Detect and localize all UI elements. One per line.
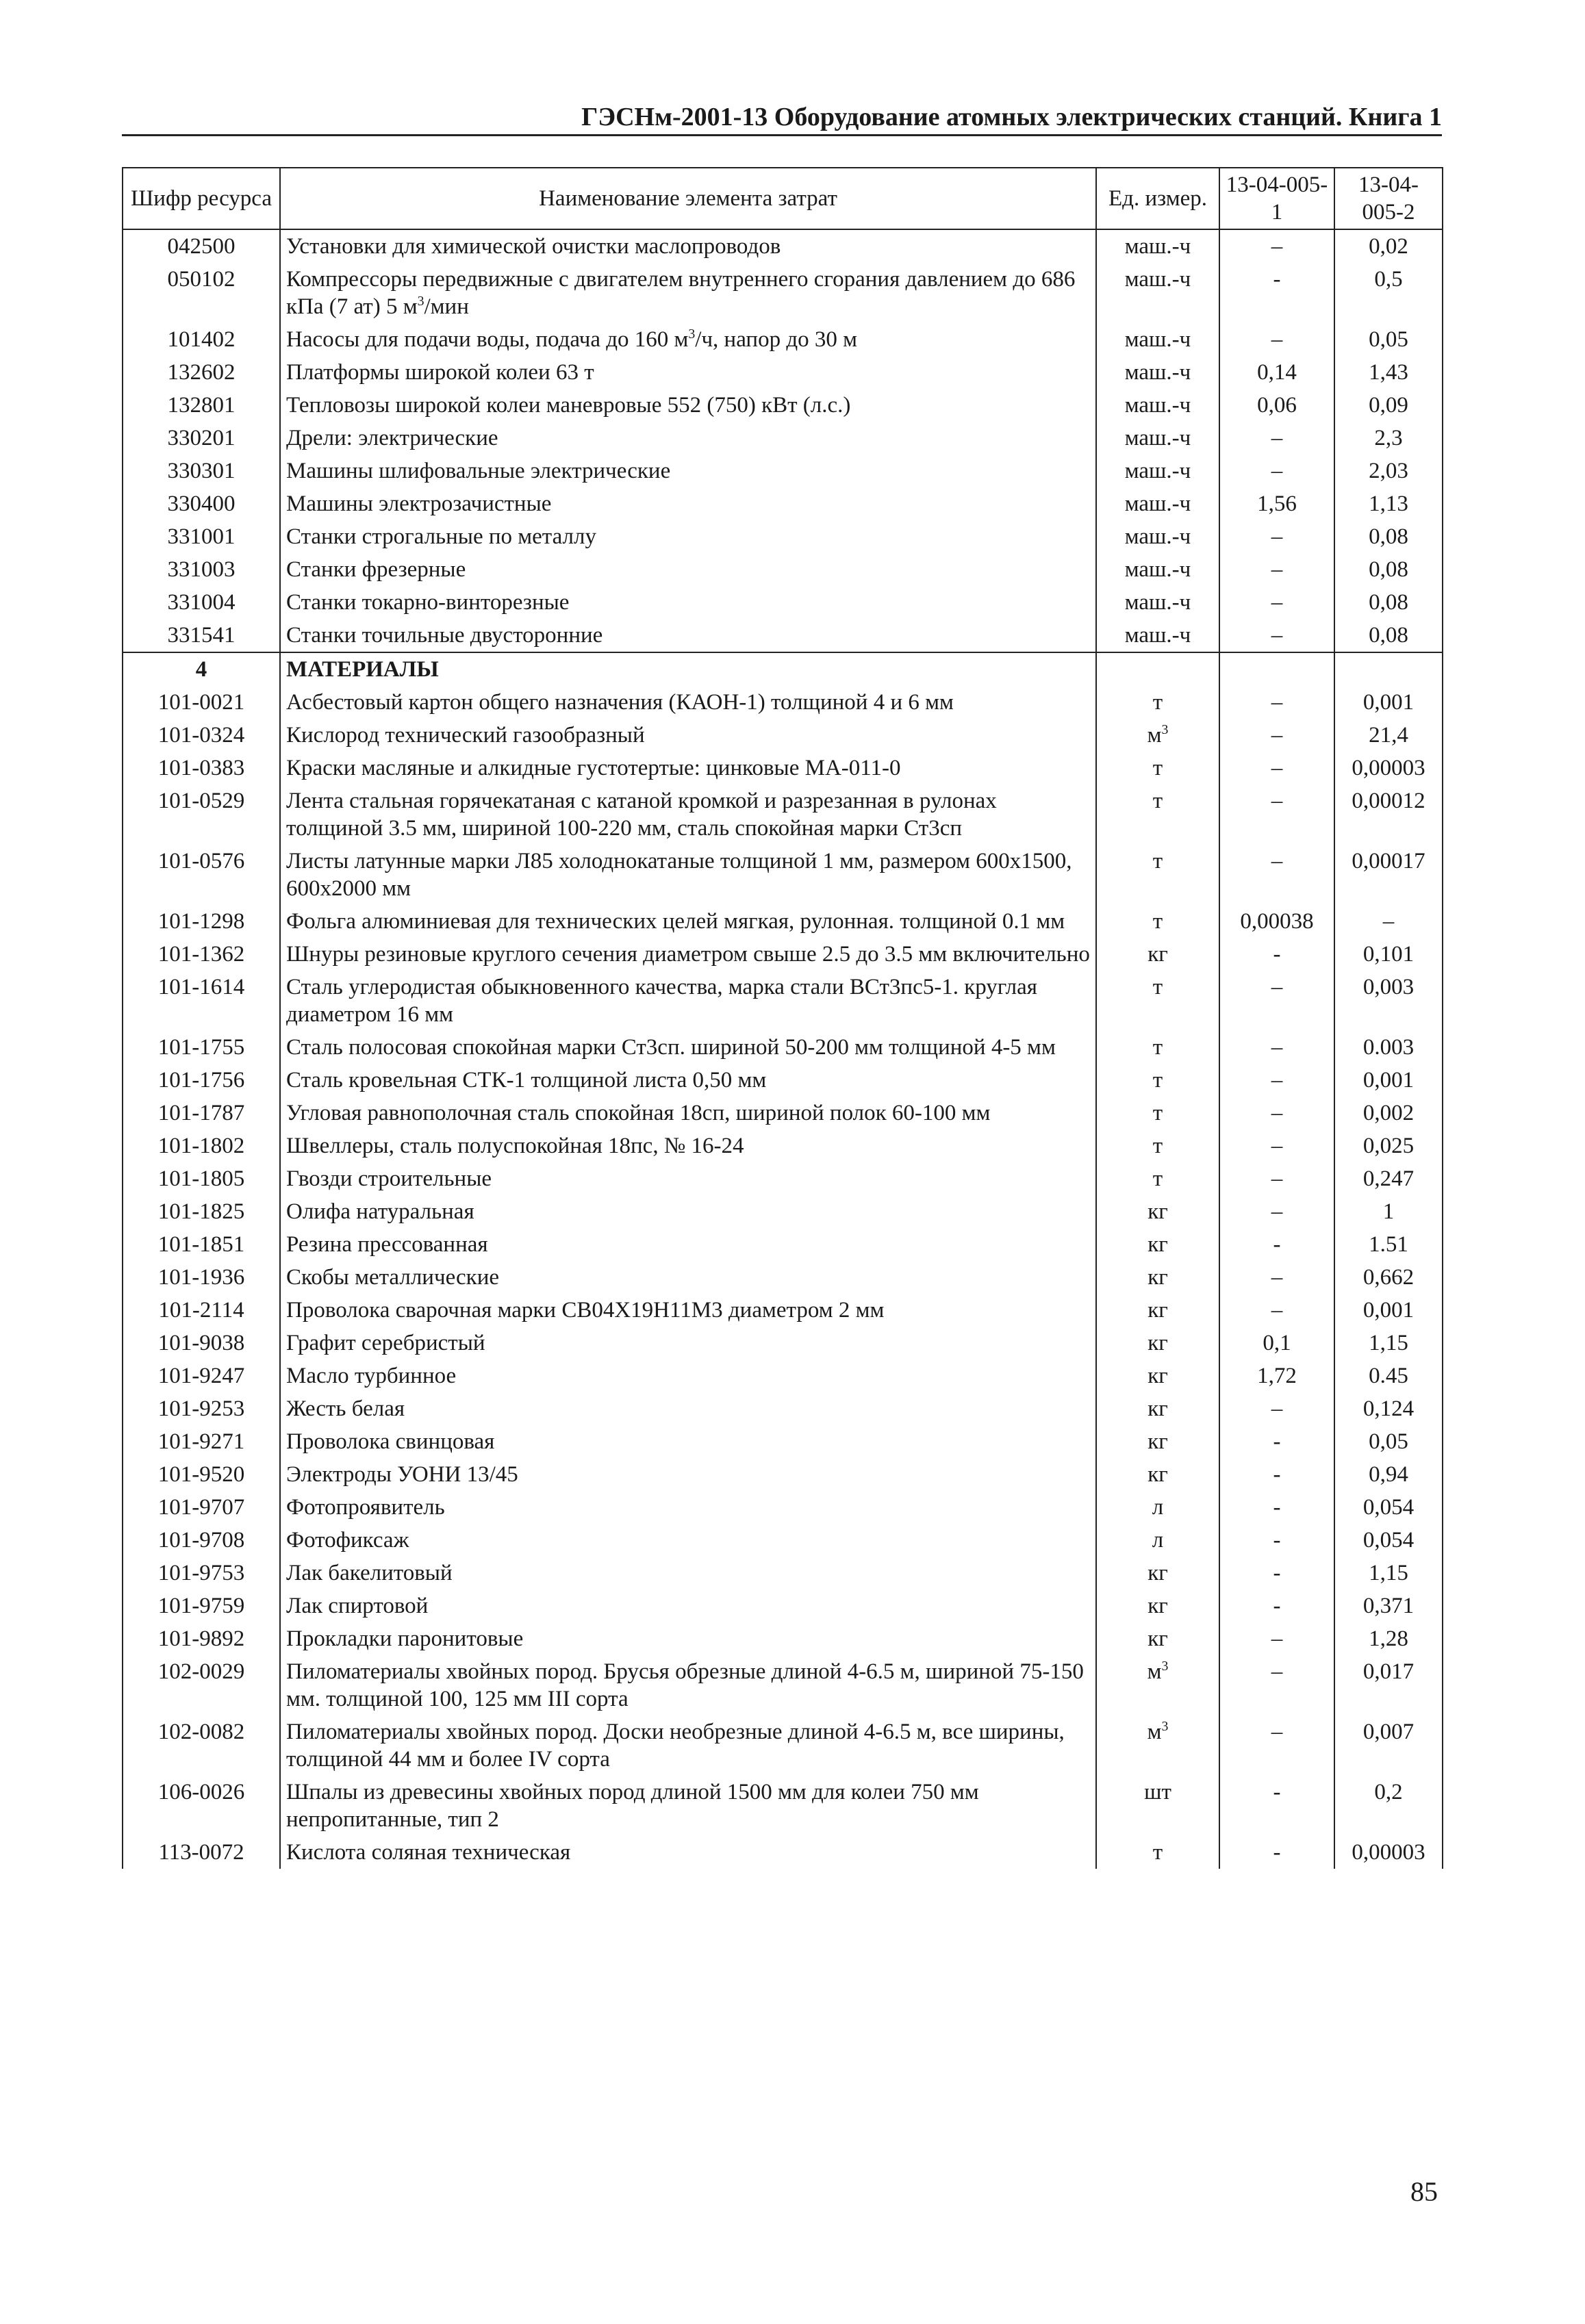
norm-value-2: 0,05	[1334, 323, 1443, 356]
resource-code: 101-1755	[123, 1031, 280, 1064]
resource-code: 113-0072	[123, 1836, 280, 1869]
norm-value-2: 0,08	[1334, 553, 1443, 586]
resource-name: Сталь углеродистая обыкновенного качества, марка стали ВСт3пс5-1. круглая диаметром 16 мм	[280, 971, 1096, 1031]
resource-code: 101-1851	[123, 1228, 280, 1261]
resource-name: Жесть белая	[280, 1392, 1096, 1425]
table-row	[123, 845, 1443, 905]
norm-value-1: –	[1219, 1261, 1334, 1294]
resource-name: МАТЕРИАЛЫ	[280, 652, 1096, 686]
table-row	[123, 1776, 1443, 1836]
unit-of-measure: т	[1096, 1097, 1219, 1129]
norm-value-2: 0,017	[1334, 1655, 1443, 1715]
resource-code: 106-0026	[123, 1776, 280, 1836]
unit-of-measure: кг	[1096, 1392, 1219, 1425]
page-title: ГЭСНм-2001-13 Оборудование атомных электрических станций. Книга 1	[581, 103, 1442, 131]
resource-code: 101-0021	[123, 686, 280, 719]
resource-name: Кислота соляная техническая	[280, 1836, 1096, 1869]
unit-of-measure: т	[1096, 971, 1219, 1031]
table-row	[123, 752, 1443, 784]
unit-of-measure: маш.-ч	[1096, 553, 1219, 586]
resource-name: Фотофиксаж	[280, 1524, 1096, 1557]
resource-code: 101-1825	[123, 1195, 280, 1228]
resource-code: 132602	[123, 356, 280, 389]
unit-of-measure	[1096, 652, 1219, 686]
resource-name: Резина прессованная	[280, 1228, 1096, 1261]
table-row	[123, 389, 1443, 422]
unit-of-measure: л	[1096, 1491, 1219, 1524]
table-row	[123, 1162, 1443, 1195]
resource-name: Пиломатериалы хвойных пород. Доски необрезные длиной 4-6.5 м, все ширины, толщиной 44 мм и более IV сорта	[280, 1715, 1096, 1776]
norm-value-1: –	[1219, 1622, 1334, 1655]
norm-value-1: 1,56	[1219, 487, 1334, 520]
norm-value-2: 0,00003	[1334, 1836, 1443, 1869]
table-header-row	[123, 168, 1443, 229]
norm-value-2: 0,001	[1334, 686, 1443, 719]
resource-name: Насосы для подачи воды, подача до 160 $м^3/ч$, напор до 30 м	[280, 323, 1096, 356]
resource-name: Машины шлифовальные электрические	[280, 455, 1096, 487]
column-header-name: Наименование элемента затрат	[280, 168, 1096, 229]
norm-value-2: 0,124	[1334, 1392, 1443, 1425]
table-row	[123, 619, 1443, 652]
unit-of-measure: т	[1096, 1031, 1219, 1064]
unit-of-measure: $м^3$	[1096, 719, 1219, 752]
table-row	[123, 1064, 1443, 1097]
resource-name: Шпалы из древесины хвойных пород длиной 1500 мм для колеи 750 мм непропитанные, тип 2	[280, 1776, 1096, 1836]
resource-name: Платформы широкой колеи 63 т	[280, 356, 1096, 389]
table-row	[123, 1836, 1443, 1869]
resource-name: Гвозди строительные	[280, 1162, 1096, 1195]
resource-table	[122, 167, 1443, 1869]
unit-of-measure: кг	[1096, 1359, 1219, 1392]
norm-value-2: 0,00017	[1334, 845, 1443, 905]
norm-value-1: 1,72	[1219, 1359, 1334, 1392]
unit-of-measure: т	[1096, 752, 1219, 784]
resource-name: Угловая равнополочная сталь спокойная 18сп, шириной полок 60-100 мм	[280, 1097, 1096, 1129]
table-row	[123, 1491, 1443, 1524]
norm-value-2: 21,4	[1334, 719, 1443, 752]
resource-code: 101-9038	[123, 1327, 280, 1359]
unit-of-measure: маш.-ч	[1096, 263, 1219, 323]
table-row	[123, 1655, 1443, 1715]
unit-of-measure: маш.-ч	[1096, 422, 1219, 455]
resource-code: 101-9708	[123, 1524, 280, 1557]
norm-value-1: –	[1219, 520, 1334, 553]
norm-value-1	[1219, 652, 1334, 686]
norm-value-1: –	[1219, 1715, 1334, 1776]
resource-name: Олифа натуральная	[280, 1195, 1096, 1228]
resource-name: Асбестовый картон общего назначения (КАОН-1) толщиной 4 и 6 мм	[280, 686, 1096, 719]
norm-value-2: 0,101	[1334, 938, 1443, 971]
table-row	[123, 1359, 1443, 1392]
table-row	[123, 1294, 1443, 1327]
resource-name: Фотопроявитель	[280, 1491, 1096, 1524]
resource-code: 101-9247	[123, 1359, 280, 1392]
unit-of-measure: т	[1096, 686, 1219, 719]
resource-code: 101-9253	[123, 1392, 280, 1425]
resource-name: Электроды УОНИ 13/45	[280, 1458, 1096, 1491]
norm-value-1: –	[1219, 586, 1334, 619]
norm-value-1: -	[1219, 263, 1334, 323]
table-row	[123, 1557, 1443, 1589]
resource-name: Сталь кровельная СТК-1 толщиной листа 0,50 мм	[280, 1064, 1096, 1097]
unit-of-measure: кг	[1096, 1261, 1219, 1294]
resource-code: 331004	[123, 586, 280, 619]
norm-value-1: -	[1219, 1524, 1334, 1557]
table-body	[123, 229, 1443, 1869]
table-row	[123, 356, 1443, 389]
resource-code: 101-1298	[123, 905, 280, 938]
unit-of-measure: $м^3$	[1096, 1655, 1219, 1715]
norm-value-1: –	[1219, 455, 1334, 487]
resource-code: 4	[123, 652, 280, 686]
norm-value-2: 0.45	[1334, 1359, 1443, 1392]
unit-of-measure: л	[1096, 1524, 1219, 1557]
norm-value-1: –	[1219, 619, 1334, 652]
resource-name: Фольга алюминиевая для технических целей мягкая, рулонная. толщиной 0.1 мм	[280, 905, 1096, 938]
norm-value-1: –	[1219, 1294, 1334, 1327]
norm-value-1: -	[1219, 1776, 1334, 1836]
table-row	[123, 938, 1443, 971]
norm-value-2: 0,662	[1334, 1261, 1443, 1294]
resource-name: Проволока сварочная марки СВ04Х19Н11М3 диаметром 2 мм	[280, 1294, 1096, 1327]
resource-name: Кислород технический газообразный	[280, 719, 1096, 752]
norm-value-2: 0,09	[1334, 389, 1443, 422]
resource-code: 331001	[123, 520, 280, 553]
table-row	[123, 971, 1443, 1031]
resource-name: Установки для химической очистки маслопроводов	[280, 229, 1096, 263]
norm-value-1: -	[1219, 1425, 1334, 1458]
norm-value-2: 0,054	[1334, 1491, 1443, 1524]
table-row	[123, 520, 1443, 553]
unit-of-measure: кг	[1096, 1589, 1219, 1622]
unit-of-measure: маш.-ч	[1096, 619, 1219, 652]
unit-of-measure: т	[1096, 1129, 1219, 1162]
resource-code: 101-1936	[123, 1261, 280, 1294]
norm-value-2: 1,28	[1334, 1622, 1443, 1655]
norm-value-2: 0,02	[1334, 229, 1443, 263]
resource-name: Прокладки паронитовые	[280, 1622, 1096, 1655]
unit-of-measure: кг	[1096, 1557, 1219, 1589]
table-row	[123, 455, 1443, 487]
resource-name: Скобы металлические	[280, 1261, 1096, 1294]
norm-value-2: 0.003	[1334, 1031, 1443, 1064]
resource-code: 132801	[123, 389, 280, 422]
resource-code: 101-1756	[123, 1064, 280, 1097]
norm-value-2: 1.51	[1334, 1228, 1443, 1261]
unit-of-measure: шт	[1096, 1776, 1219, 1836]
resource-name: Краски масляные и алкидные густотертые: цинковые МА-011-0	[280, 752, 1096, 784]
unit-of-measure: кг	[1096, 1327, 1219, 1359]
norm-value-1: –	[1219, 553, 1334, 586]
norm-value-2: 0,002	[1334, 1097, 1443, 1129]
norm-value-2	[1334, 652, 1443, 686]
norm-value-2: 0,003	[1334, 971, 1443, 1031]
table-row	[123, 1715, 1443, 1776]
column-header-norm-1: 13-04-005-1	[1219, 168, 1334, 229]
norm-value-2: 0,025	[1334, 1129, 1443, 1162]
resource-name: Сталь полосовая спокойная марки Ст3сп. шириной 50-200 мм толщиной 4-5 мм	[280, 1031, 1096, 1064]
norm-value-1: –	[1219, 1031, 1334, 1064]
norm-value-1: –	[1219, 971, 1334, 1031]
unit-of-measure: маш.-ч	[1096, 455, 1219, 487]
unit-of-measure: кг	[1096, 938, 1219, 971]
table-row	[123, 1392, 1443, 1425]
norm-value-1: –	[1219, 845, 1334, 905]
resource-code: 101-1802	[123, 1129, 280, 1162]
resource-code: 102-0029	[123, 1655, 280, 1715]
norm-value-1: –	[1219, 686, 1334, 719]
resource-code: 101-9707	[123, 1491, 280, 1524]
norm-value-1: –	[1219, 719, 1334, 752]
unit-of-measure: т	[1096, 1836, 1219, 1869]
unit-of-measure: кг	[1096, 1425, 1219, 1458]
resource-code: 101-1614	[123, 971, 280, 1031]
resource-code: 042500	[123, 229, 280, 263]
norm-value-2: 0,94	[1334, 1458, 1443, 1491]
unit-of-measure: т	[1096, 845, 1219, 905]
unit-of-measure: маш.-ч	[1096, 229, 1219, 263]
norm-value-1: –	[1219, 1129, 1334, 1162]
norm-value-2: 0,371	[1334, 1589, 1443, 1622]
table-row	[123, 1458, 1443, 1491]
norm-value-1: –	[1219, 1392, 1334, 1425]
norm-value-2: 1,43	[1334, 356, 1443, 389]
resource-code: 101-9759	[123, 1589, 280, 1622]
resource-code: 101-9753	[123, 1557, 280, 1589]
resource-code: 101-0529	[123, 784, 280, 845]
norm-value-2: 2,03	[1334, 455, 1443, 487]
resource-code: 101-1805	[123, 1162, 280, 1195]
norm-value-1: –	[1219, 1064, 1334, 1097]
resource-code: 330400	[123, 487, 280, 520]
table-row	[123, 586, 1443, 619]
table-row	[123, 422, 1443, 455]
norm-value-1: -	[1219, 1491, 1334, 1524]
norm-value-2: 0,00003	[1334, 752, 1443, 784]
resource-name: Пиломатериалы хвойных пород. Брусья обрезные длиной 4-6.5 м, шириной 75-150 мм. толщиной 100, 125 мм III сорта	[280, 1655, 1096, 1715]
unit-of-measure: т	[1096, 905, 1219, 938]
norm-value-2: 0,05	[1334, 1425, 1443, 1458]
norm-value-1: -	[1219, 1228, 1334, 1261]
resource-code: 101-0576	[123, 845, 280, 905]
table-row	[123, 1589, 1443, 1622]
norm-value-1: 0,14	[1219, 356, 1334, 389]
resource-code: 101402	[123, 323, 280, 356]
norm-value-2: 0,007	[1334, 1715, 1443, 1776]
table-row	[123, 263, 1443, 323]
norm-value-2: 0,00012	[1334, 784, 1443, 845]
norm-value-1: -	[1219, 1836, 1334, 1869]
resource-name: Масло турбинное	[280, 1359, 1096, 1392]
resource-code: 101-9271	[123, 1425, 280, 1458]
norm-value-1: 0,00038	[1219, 905, 1334, 938]
resource-name: Машины электрозачистные	[280, 487, 1096, 520]
unit-of-measure: т	[1096, 1064, 1219, 1097]
norm-value-1: –	[1219, 229, 1334, 263]
table-row	[123, 1228, 1443, 1261]
resource-code: 331003	[123, 553, 280, 586]
resource-name: Станки точильные двусторонние	[280, 619, 1096, 652]
resource-code: 330201	[123, 422, 280, 455]
column-header-code: Шифр ресурса	[123, 168, 280, 229]
norm-value-1: –	[1219, 752, 1334, 784]
table-row	[123, 1622, 1443, 1655]
norm-value-2: 0,054	[1334, 1524, 1443, 1557]
norm-value-2: 0,247	[1334, 1162, 1443, 1195]
resource-name: Тепловозы широкой колеи маневровые 552 (750) кВт (л.с.)	[280, 389, 1096, 422]
table-row	[123, 323, 1443, 356]
table-row	[123, 719, 1443, 752]
norm-value-2: 2,3	[1334, 422, 1443, 455]
norm-value-1: –	[1219, 1162, 1334, 1195]
resource-code: 101-9892	[123, 1622, 280, 1655]
resource-code: 101-1787	[123, 1097, 280, 1129]
norm-value-2: 0,08	[1334, 520, 1443, 553]
norm-value-2: 1	[1334, 1195, 1443, 1228]
resource-code: 331541	[123, 619, 280, 652]
table-row	[123, 686, 1443, 719]
table-row	[123, 1129, 1443, 1162]
unit-of-measure: т	[1096, 784, 1219, 845]
resource-name: Проволока свинцовая	[280, 1425, 1096, 1458]
table-row	[123, 1261, 1443, 1294]
table-row	[123, 905, 1443, 938]
norm-value-1: –	[1219, 1195, 1334, 1228]
table-row	[123, 1097, 1443, 1129]
resource-name: Лента стальная горячекатаная с катаной кромкой и разрезанная в рулонах толщиной 3.5 мм, шириной 100-220 мм, сталь спокойная марки Ст3сп	[280, 784, 1096, 845]
norm-value-2: 1,15	[1334, 1327, 1443, 1359]
resource-name: Станки фрезерные	[280, 553, 1096, 586]
table-row	[123, 1031, 1443, 1064]
resource-name: Графит серебристый	[280, 1327, 1096, 1359]
unit-of-measure: т	[1096, 1162, 1219, 1195]
unit-of-measure: маш.-ч	[1096, 487, 1219, 520]
norm-value-2: 0,2	[1334, 1776, 1443, 1836]
norm-value-2: 0,08	[1334, 586, 1443, 619]
resource-name: Швеллеры, сталь полуспокойная 18пс, № 16-24	[280, 1129, 1096, 1162]
unit-of-measure: маш.-ч	[1096, 356, 1219, 389]
norm-value-1: –	[1219, 323, 1334, 356]
norm-value-2: 0,001	[1334, 1294, 1443, 1327]
unit-of-measure: маш.-ч	[1096, 323, 1219, 356]
resource-code: 101-0324	[123, 719, 280, 752]
resource-code: 050102	[123, 263, 280, 323]
norm-value-1: -	[1219, 1557, 1334, 1589]
column-header-unit: Ед. измер.	[1096, 168, 1219, 229]
resource-code: 101-2114	[123, 1294, 280, 1327]
unit-of-measure: маш.-ч	[1096, 520, 1219, 553]
norm-value-1: -	[1219, 938, 1334, 971]
unit-of-measure: кг	[1096, 1622, 1219, 1655]
unit-of-measure: кг	[1096, 1228, 1219, 1261]
unit-of-measure: кг	[1096, 1195, 1219, 1228]
norm-value-2: 0,08	[1334, 619, 1443, 652]
unit-of-measure: кг	[1096, 1458, 1219, 1491]
resource-code: 102-0082	[123, 1715, 280, 1776]
table-row	[123, 1195, 1443, 1228]
norm-value-1: -	[1219, 1458, 1334, 1491]
norm-value-1: –	[1219, 422, 1334, 455]
resource-code: 101-1362	[123, 938, 280, 971]
norm-value-2: 1,13	[1334, 487, 1443, 520]
table-row	[123, 229, 1443, 263]
resource-name: Станки строгальные по металлу	[280, 520, 1096, 553]
resource-name: Шнуры резиновые круглого сечения диаметром свыше 2.5 до 3.5 мм включительно	[280, 938, 1096, 971]
norm-value-1: 0,1	[1219, 1327, 1334, 1359]
norm-value-1: 0,06	[1219, 389, 1334, 422]
norm-value-1: –	[1219, 784, 1334, 845]
unit-of-measure: кг	[1096, 1294, 1219, 1327]
resource-name: Дрели: электрические	[280, 422, 1096, 455]
resource-code: 330301	[123, 455, 280, 487]
table-row	[123, 784, 1443, 845]
norm-value-2: 0,5	[1334, 263, 1443, 323]
section-row	[123, 652, 1443, 686]
norm-value-1: -	[1219, 1589, 1334, 1622]
norm-value-2: 1,15	[1334, 1557, 1443, 1589]
norm-value-1: –	[1219, 1655, 1334, 1715]
column-header-norm-2: 13-04-005-2	[1334, 168, 1443, 229]
table-row	[123, 1425, 1443, 1458]
table-row	[123, 1524, 1443, 1557]
resource-code: 101-0383	[123, 752, 280, 784]
norm-value-2: 0,001	[1334, 1064, 1443, 1097]
norm-value-2: –	[1334, 905, 1443, 938]
unit-of-measure: маш.-ч	[1096, 389, 1219, 422]
resource-name: Листы латунные марки Л85 холоднокатаные толщиной 1 мм, размером 600х1500, 600х2000 мм	[280, 845, 1096, 905]
table-row	[123, 553, 1443, 586]
norm-value-1: –	[1219, 1097, 1334, 1129]
table-row	[123, 1327, 1443, 1359]
resource-name: Станки токарно-винторезные	[280, 586, 1096, 619]
resource-code: 101-9520	[123, 1458, 280, 1491]
header-rule	[122, 134, 1442, 136]
unit-of-measure: маш.-ч	[1096, 586, 1219, 619]
resource-name: Лак бакелитовый	[280, 1557, 1096, 1589]
table-row	[123, 487, 1443, 520]
resource-name: Лак спиртовой	[280, 1589, 1096, 1622]
page-number: 85	[1410, 2176, 1438, 2207]
resource-name: Компрессоры передвижные с двигателем внутреннего сгорания давлением до 686 кПа (7 ат) 5 $м^3$/мин	[280, 263, 1096, 323]
unit-of-measure: $м^3$	[1096, 1715, 1219, 1776]
